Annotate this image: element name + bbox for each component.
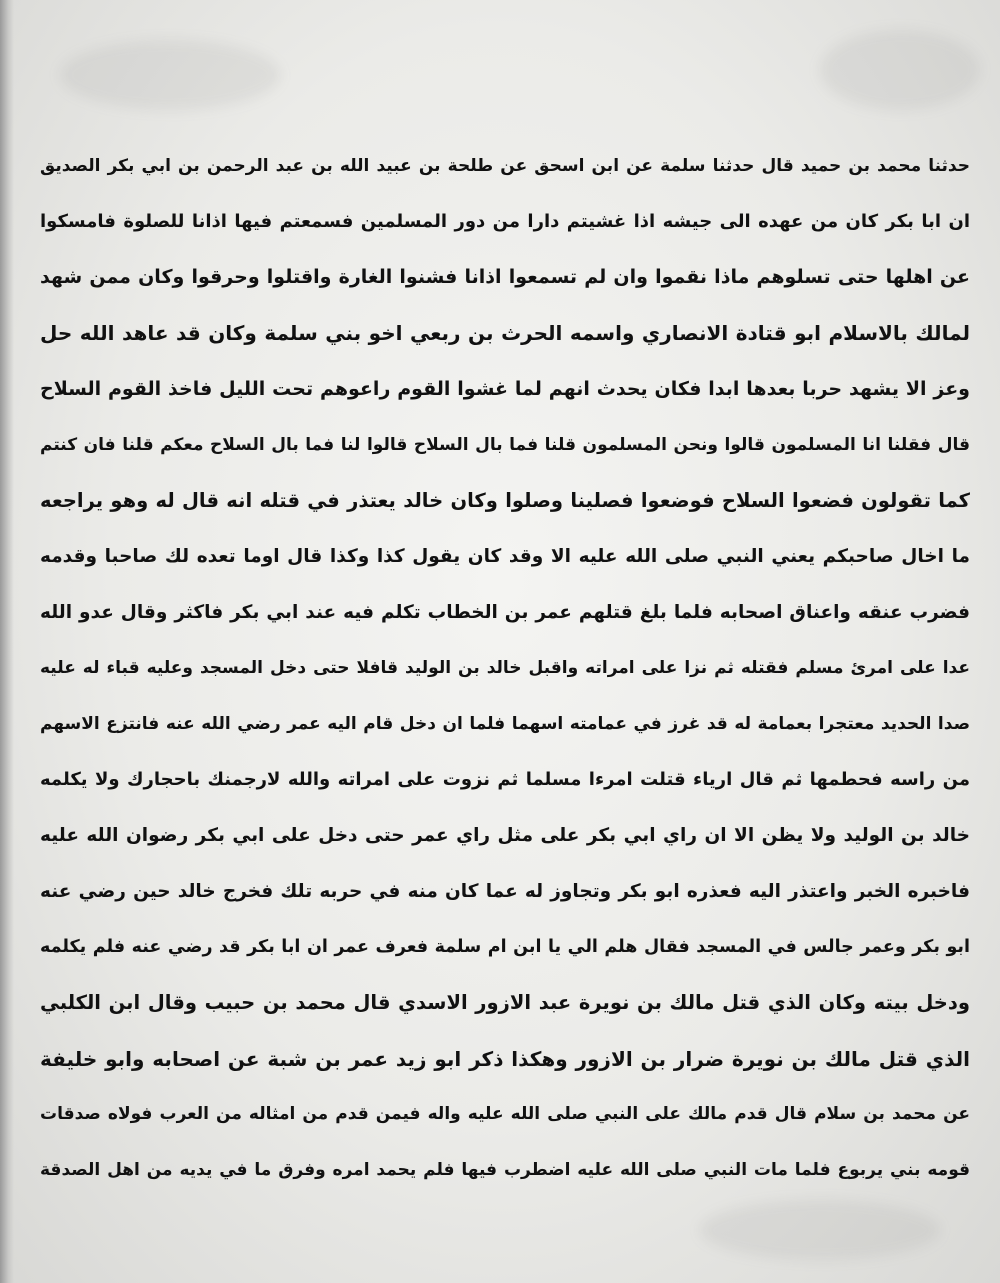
text-line <box>40 696 970 752</box>
text-line-content: ودخل بيته وكان الذي قتل مالك بن نويرة عبد الازور الاسدي قال محمد بن حبيب وقال ابن الكلبي <box>40 991 970 1015</box>
text-line-content: فضرب عنقه واعناق اصحابه فلما بلغ قتلهم عمر بن الخطاب تكلم فيه عند ابي بكر فاكثر وقال عدو الله <box>40 601 970 623</box>
text-line <box>40 863 970 919</box>
text-line-content: لمالك بالاسلام ابو قتادة الانصاري واسمه الحرث بن ربعي اخو بني سلمة وكان قد عاهد الله حل <box>40 321 970 346</box>
text-line-content: فاخبره الخبر واعتذر اليه فعذره ابو بكر وتجاوز له عما كان منه في حربه تلك فخرج خالد حين رضي عنه <box>40 880 970 902</box>
text-line <box>40 194 970 250</box>
text-line <box>40 752 970 808</box>
text-line-content: ان ابا بكر كان من عهده الى جيشه اذا غشيتم دارا من دور المسلمين فسمعتم فيها اذانا للصلوة فامسكوا <box>40 211 970 233</box>
paper-stain <box>820 30 980 110</box>
text-line <box>40 250 970 306</box>
text-line <box>40 473 970 529</box>
text-line <box>40 417 970 473</box>
text-line-content: وعز الا يشهد حربا بعدها ابدا فكان يحدث انهم لما غشوا القوم راعوهم تحت الليل فاخذ القوم السلاح <box>40 378 970 401</box>
text-line-content: عدا على امرئ مسلم فقتله ثم نزا على امراته واقبل خالد بن الوليد قافلا حتى دخل المسجد وعليه قباء له عليه <box>40 658 970 679</box>
text-line <box>40 1142 970 1198</box>
text-line <box>40 584 970 640</box>
text-line <box>40 1087 970 1143</box>
text-line <box>40 361 970 417</box>
text-line <box>40 529 970 585</box>
text-line-content: ما اخال صاحبكم يعني النبي صلى الله عليه الا وقد كان يقول كذا وكذا قال اوما تعده لك صاحبا وقدمه <box>40 545 970 567</box>
manuscript-text-block <box>40 138 970 1198</box>
text-line-content: كما تقولون فضعوا السلاح فوضعوا فصلينا وصلوا وكان خالد يعتذر في قتله انه قال له وهو يراجعه <box>40 489 970 513</box>
text-line <box>40 919 970 975</box>
text-line <box>40 305 970 361</box>
text-line-content: صدا الحديد معتجرا بعمامة له قد غرز في عمامته اسهما فلما ان دخل قام اليه عمر رضي الله عنه فانتزع الاسهم <box>40 713 970 734</box>
text-line-content: ابو بكر وعمر جالس في المسجد فقال هلم الي يا ابن ام سلمة فعرف عمر ان ابا بكر قد رضي عنه فلم يكلمه <box>40 937 970 958</box>
text-line <box>40 1031 970 1087</box>
paper-stain <box>60 40 280 110</box>
paper-stain <box>700 1200 940 1260</box>
text-line <box>40 138 970 194</box>
text-line-content: الذي قتل مالك بن نويرة ضرار بن الازور وهكذا ذكر ابو زيد عمر بن شبة عن اصحابه وابو خليفة <box>40 1046 970 1071</box>
text-line-content: عن اهلها حتى تسلوهم ماذا نقموا وان لم تسمعوا اذانا فشنوا الغارة واقتلوا وحرقوا وكان ممن شهد <box>40 266 970 289</box>
text-line-content: حدثنا محمد بن حميد قال حدثنا سلمة عن ابن اسحق عن طلحة بن عبيد الله بن عبد الرحمن بن ابي بكر الصديق <box>40 155 970 176</box>
text-line <box>40 808 970 864</box>
page-edge-shadow <box>0 0 14 1283</box>
text-line-content: من راسه فحطمها ثم قال ارياء قتلت امرءا مسلما ثم نزوت على امراته والله لارجمنك باحجارك ولا يكلمه <box>40 769 970 791</box>
text-line <box>40 640 970 696</box>
text-line-content: خالد بن الوليد ولا يظن الا ان راي ابي بكر على مثل راي عمر حتى دخل على ابي بكر رضوان الله عليه <box>40 824 970 846</box>
text-line-content: عن محمد بن سلام قال قدم مالك على النبي صلى الله عليه واله فيمن قدم من امثاله من العرب فولاه صدقات <box>40 1104 970 1125</box>
text-line <box>40 975 970 1031</box>
text-line-content: قومه بني يربوع فلما مات النبي صلى الله عليه اضطرب فيها فلم يحمد امره وفرق ما في يديه من اهل الصدقة <box>40 1160 970 1181</box>
text-line-content: قال فقلنا انا المسلمون قالوا ونحن المسلمون قلنا فما بال السلاح قالوا لنا فما بال السلاح معكم قلنا فان كنتم <box>40 434 970 455</box>
